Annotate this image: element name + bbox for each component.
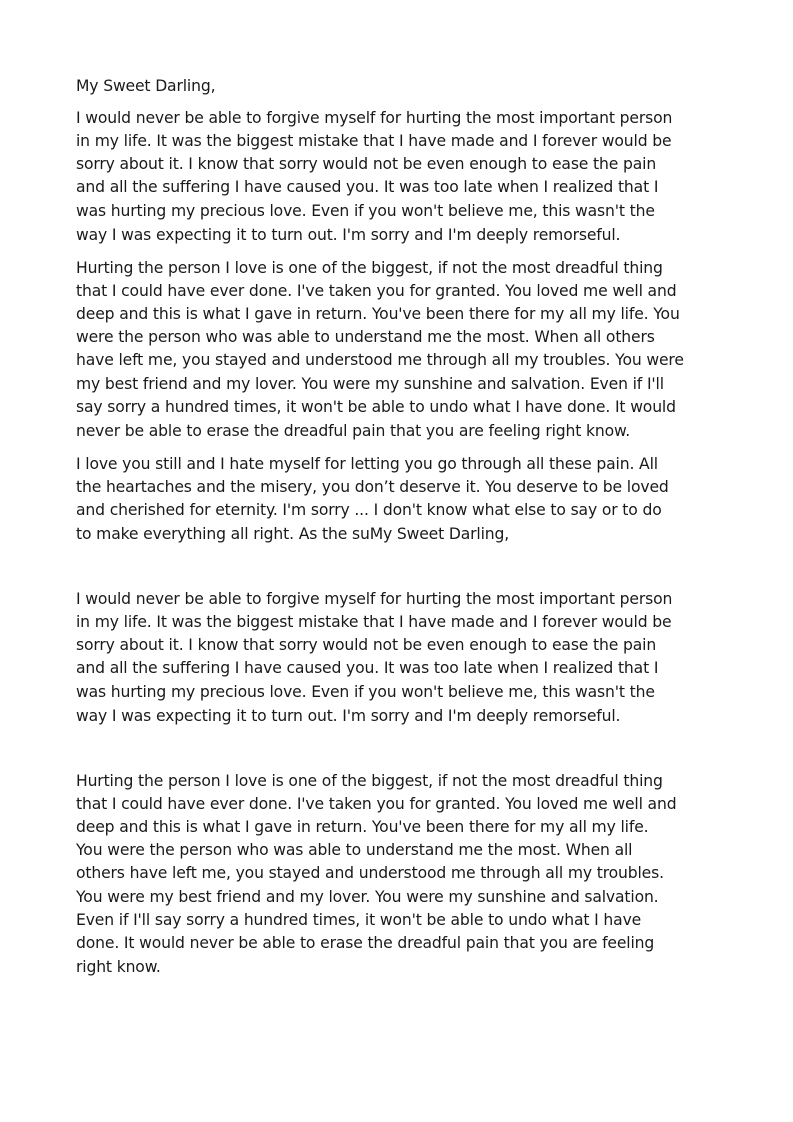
paragraph-5-line: right know. — [76, 958, 161, 976]
paragraph-1-line: and all the suffering I have caused you. It was too late when I realized that I — [76, 178, 659, 196]
paragraph-1-line: sorry about it. I know that sorry would not be even enough to ease the pain — [76, 155, 657, 173]
paragraph-4-line: I would never be able to forgive myself for hurting the most important person — [76, 590, 673, 608]
paragraph-2-line: my best friend and my lover. You were my sunshine and salvation. Even if I'll — [76, 375, 664, 393]
paragraph-2-line: deep and this is what I gave in return. You've been there for my all my life. You — [76, 305, 680, 323]
paragraph-4-line: and all the suffering I have caused you. It was too late when I realized that I — [76, 659, 659, 677]
paragraph-3-line: and cherished for eternity. I'm sorry ... I don't know what else to say or to do — [76, 501, 662, 519]
paragraph-2-line: have left me, you stayed and understood me through all my troubles. You were — [76, 351, 684, 369]
paragraph-4-line: way I was expecting it to turn out. I'm sorry and I'm deeply remorseful. — [76, 707, 621, 725]
paragraph-2-line: Hurting the person I love is one of the biggest, if not the most dreadful thing — [76, 259, 663, 277]
paragraph-3-line: to make everything all right. As the suMy Sweet Darling, — [76, 525, 510, 543]
paragraph-4-line: was hurting my precious love. Even if you won't believe me, this wasn't the — [76, 683, 655, 701]
paragraph-4-line: sorry about it. I know that sorry would not be even enough to ease the pain — [76, 636, 657, 654]
paragraph-1-line: I would never be able to forgive myself for hurting the most important person — [76, 109, 673, 127]
paragraph-5-line: done. It would never be able to erase the dreadful pain that you are feeling — [76, 934, 655, 952]
paragraph-2-line: never be able to erase the dreadful pain that you are feeling right know. — [76, 422, 631, 440]
paragraph-1-line: was hurting my precious love. Even if you won't believe me, this wasn't the — [76, 202, 655, 220]
paragraph-5-line: You were the person who was able to understand me the most. When all — [76, 841, 633, 859]
paragraph-4-line: in my life. It was the biggest mistake that I have made and I forever would be — [76, 613, 672, 631]
paragraph-5-line: that I could have ever done. I've taken you for granted. You loved me well and — [76, 795, 677, 813]
paragraph-5-line: Hurting the person I love is one of the biggest, if not the most dreadful thing — [76, 772, 663, 790]
paragraph-5-line: Even if I'll say sorry a hundred times, it won't be able to undo what I have — [76, 911, 642, 929]
paragraph-5-line: others have left me, you stayed and understood me through all my troubles. — [76, 864, 664, 882]
paragraph-2-line: were the person who was able to understand me the most. When all others — [76, 328, 655, 346]
paragraph-1-line: way I was expecting it to turn out. I'm sorry and I'm deeply remorseful. — [76, 226, 621, 244]
paragraph-5-line: deep and this is what I gave in return. You've been there for my all my life. — [76, 818, 649, 836]
paragraph-5-line: You were my best friend and my lover. You were my sunshine and salvation. — [76, 888, 659, 906]
greeting: My Sweet Darling, — [76, 77, 216, 95]
paragraph-3-line: the heartaches and the misery, you don’t deserve it. You deserve to be loved — [76, 478, 669, 496]
paragraph-1-line: in my life. It was the biggest mistake that I have made and I forever would be — [76, 132, 672, 150]
paragraph-3-line: I love you still and I hate myself for letting you go through all these pain. All — [76, 455, 658, 473]
paragraph-2-line: say sorry a hundred times, it won't be able to undo what I have done. It would — [76, 398, 676, 416]
paragraph-2-line: that I could have ever done. I've taken you for granted. You loved me well and — [76, 282, 677, 300]
